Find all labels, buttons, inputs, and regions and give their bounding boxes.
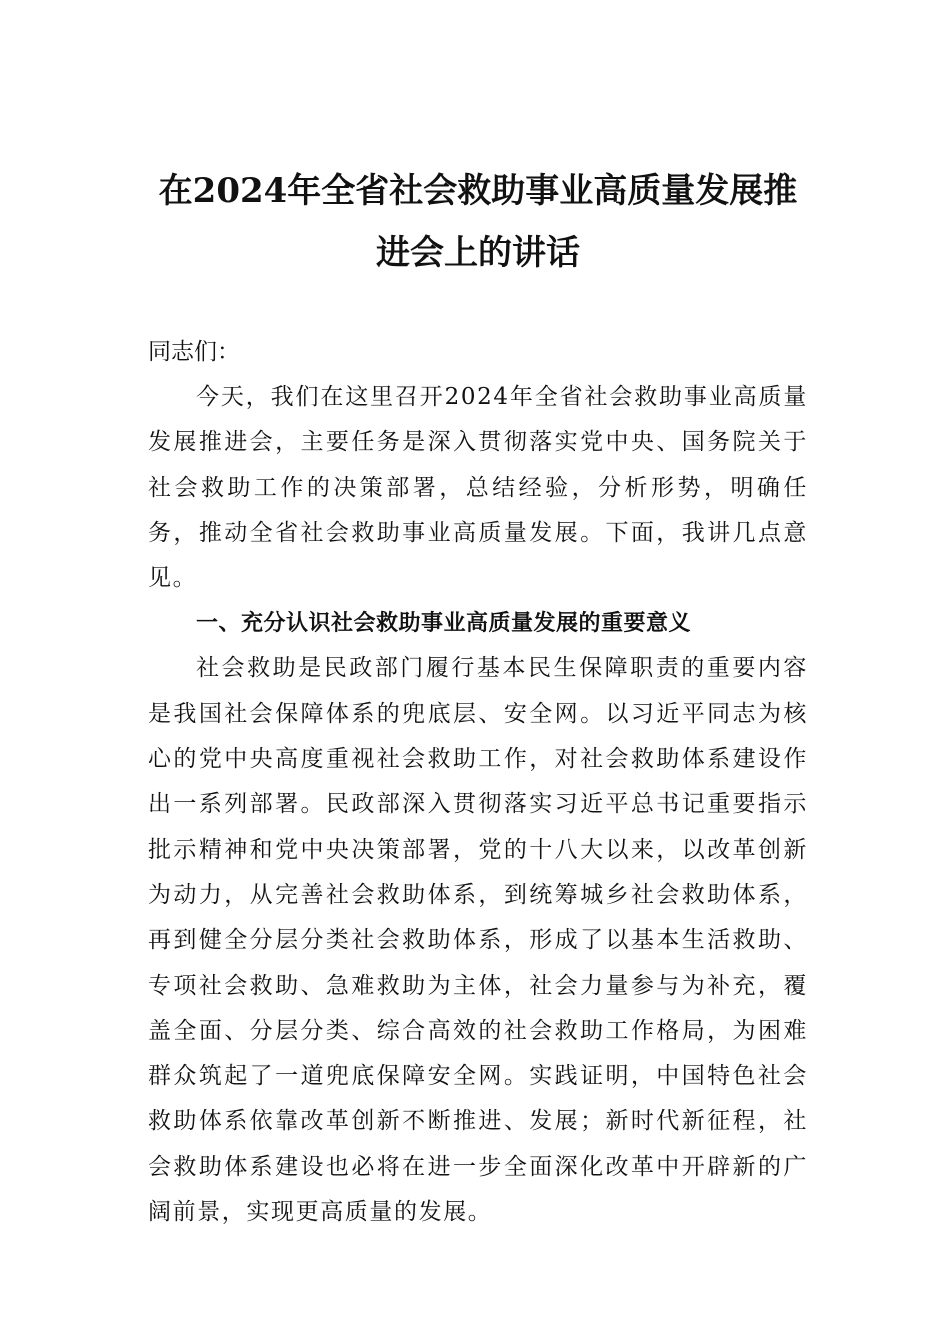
salutation: 同志们： [148,339,240,365]
section-paragraph: 社会救助是民政部门履行基本民生保障职责的重要内容是我国社会保障体系的兜底层、安全网。以习近平同志为核心的党中央高度重视社会救助工作，对社会救助体系建设作出一系列部署。民政部深入贯彻落实习近平总书记重要指示批示精神和党中央决策部署，党的十八大以来，以改革创新为动力，从完善社会救助体系，到统筹城乡社会救助体系，再到健全分层分类社会救助体系，形成了以基本生活救助、专项社会救助、急难救助为主体，社会力量参与为补充，覆盖全面、分层分类、综合高效的社会救助工作格局，为困难群众筑起了一道兜底保障安全网。实践证明，中国特色社会救助体系依靠改革创新不断推进、发展；新时代新征程，社会救助体系建设也必将在进一步全面深化改革中开辟新的广阔前景，实现更高质量的发展。 [148,655,808,1226]
section-heading: 一、充分认识社会救助事业高质量发展的重要意义 [196,611,692,637]
document-body [148,330,808,1235]
intro-paragraph: 今天，我们在这里召开2024年全省社会救助事业高质量发展推进会，主要任务是深入贯彻落实党中央、国务院关于社会救助工作的决策部署，总结经验，分析形势，明确任务，推动全省社会救助事业高质量发展。下面，我讲几点意见。 [148,384,808,592]
document-title: 在2024年全省社会救助事业高质量发展推进会上的讲话 [158,171,798,273]
